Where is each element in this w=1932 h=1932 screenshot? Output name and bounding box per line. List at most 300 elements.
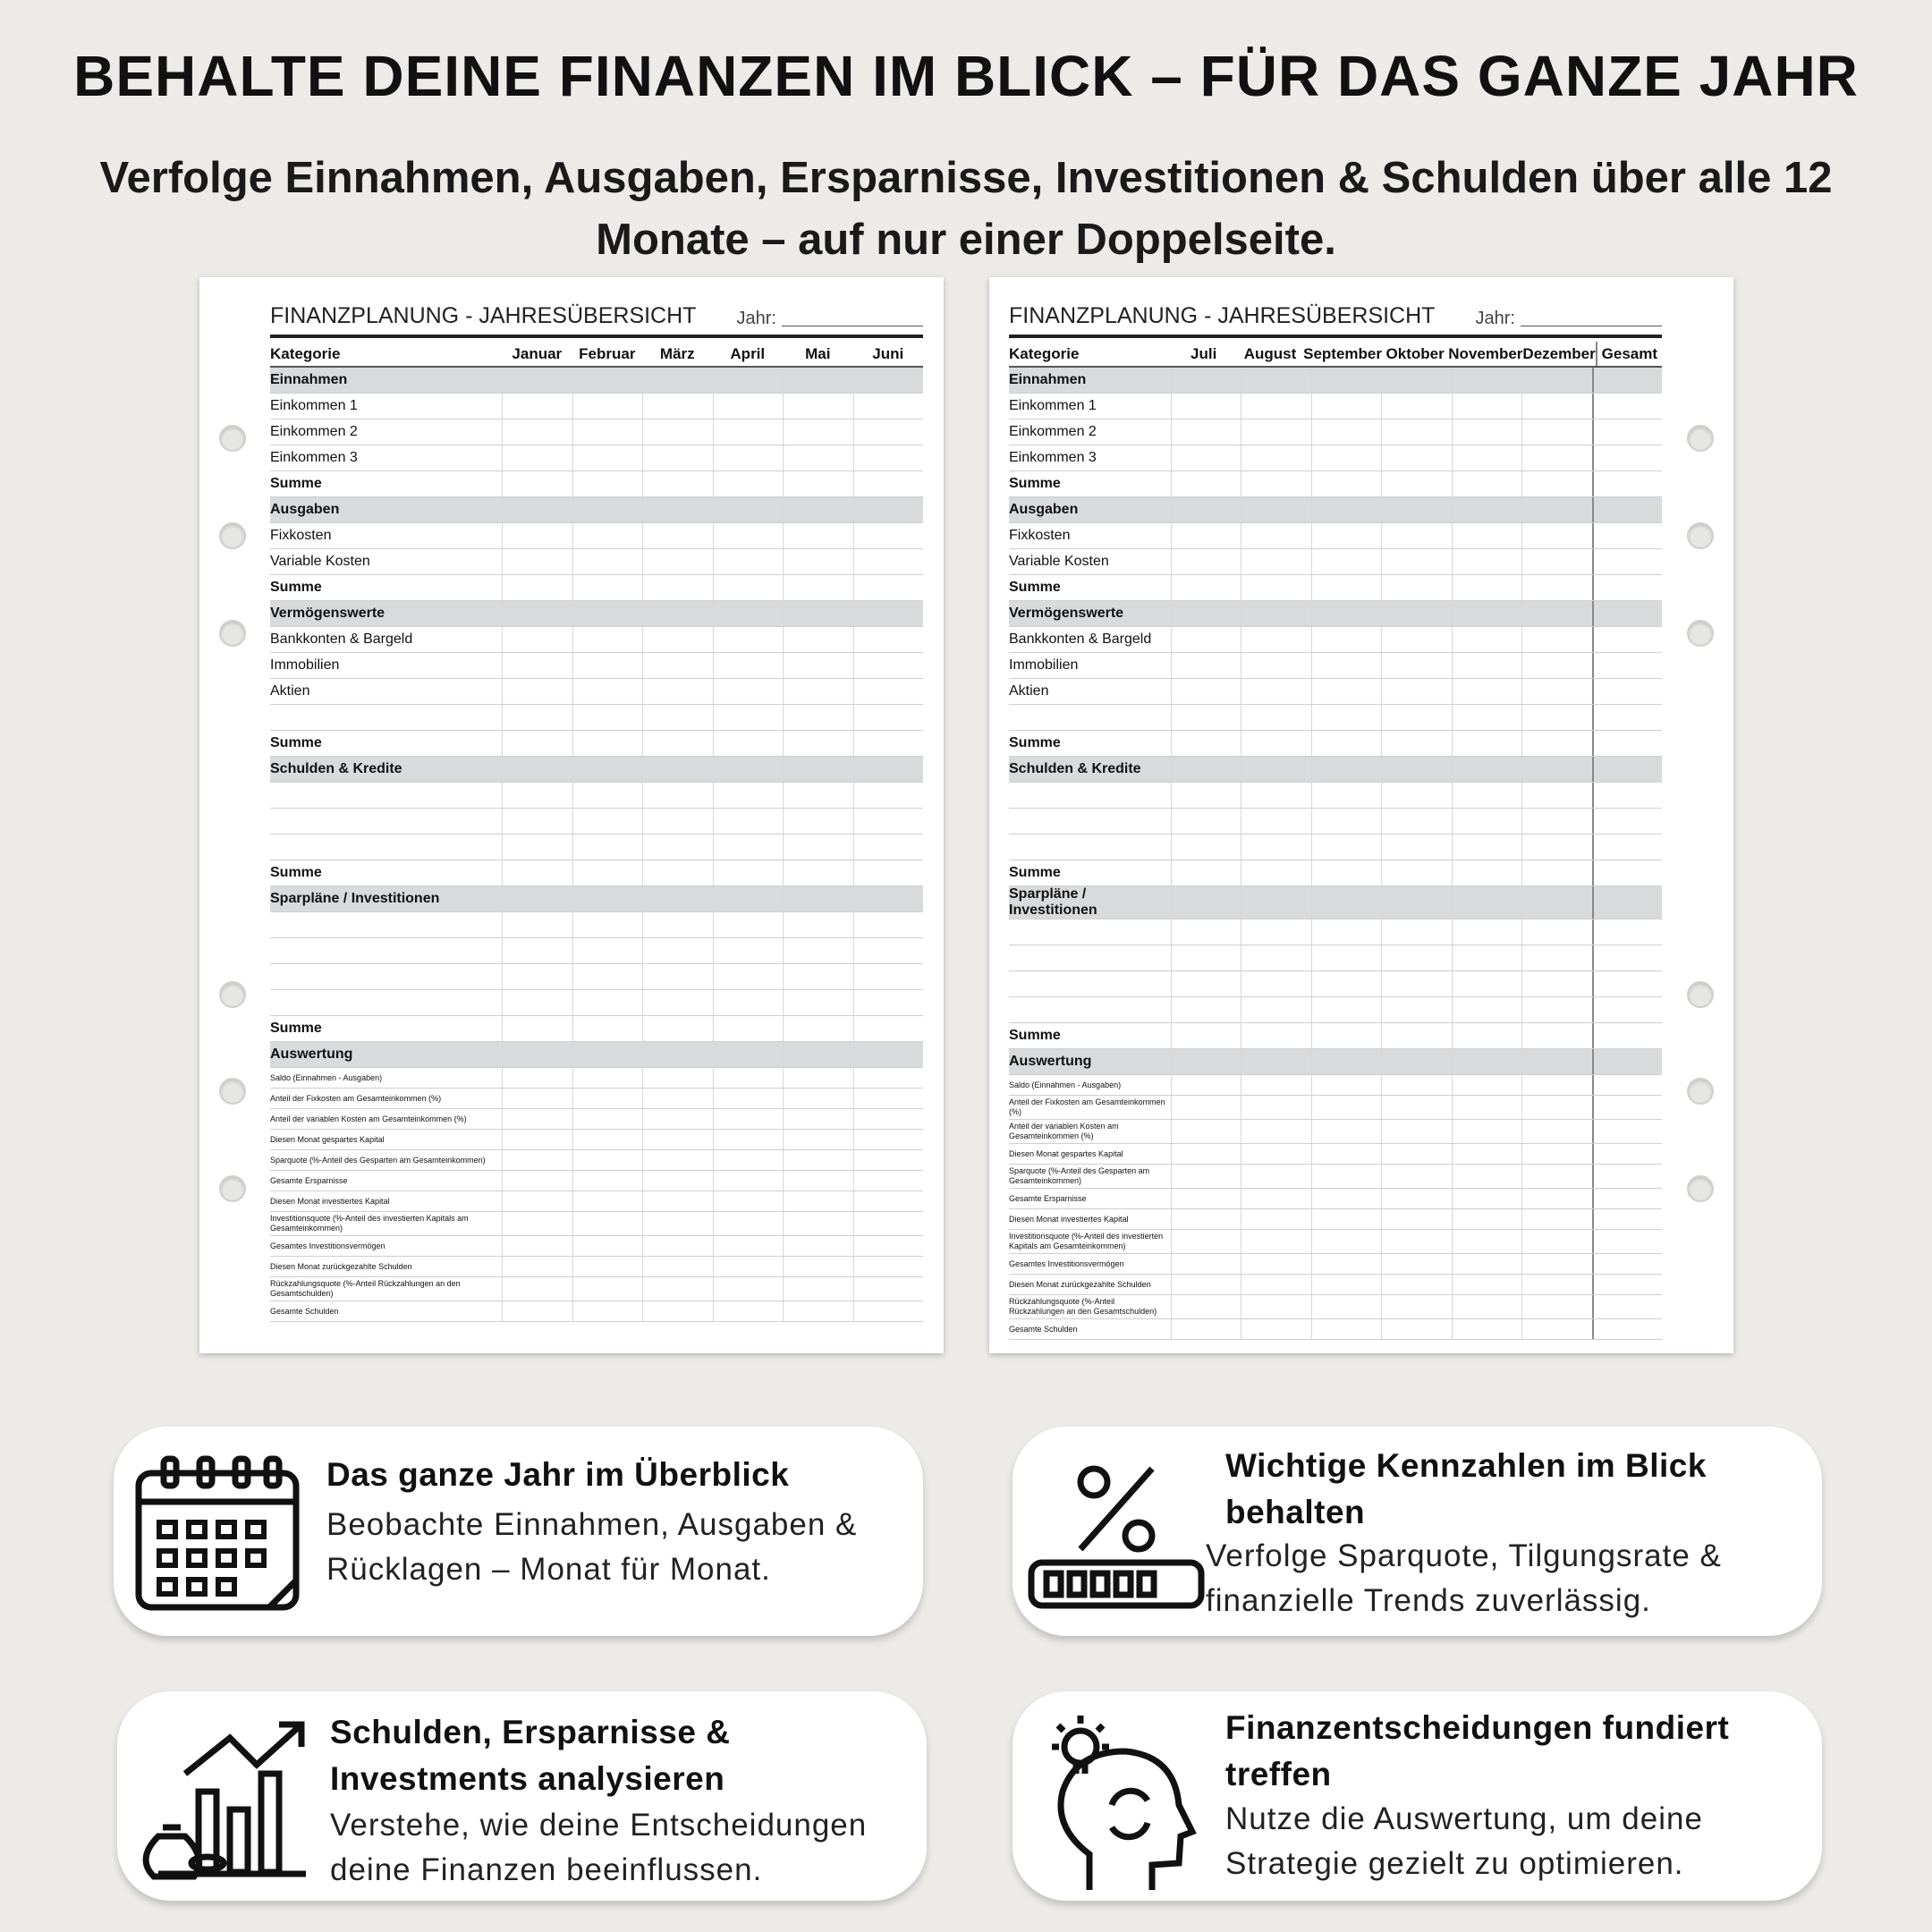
table-cell[interactable] (1311, 1023, 1382, 1048)
table-cell[interactable] (642, 394, 713, 419)
table-cell[interactable] (713, 835, 783, 860)
table-cell[interactable] (853, 860, 924, 886)
table-cell[interactable] (1381, 860, 1452, 886)
table-cell[interactable] (1311, 705, 1382, 730)
table-cell[interactable] (642, 575, 713, 600)
table-cell[interactable] (1171, 653, 1241, 678)
table-cell[interactable] (572, 1277, 642, 1301)
table-cell[interactable] (713, 964, 783, 989)
table-cell[interactable] (713, 783, 783, 808)
table-cell[interactable] (1311, 497, 1382, 522)
table-cell[interactable] (1171, 523, 1241, 548)
table-cell[interactable] (1171, 394, 1241, 419)
table-cell[interactable] (642, 1150, 713, 1170)
table-cell[interactable] (713, 1042, 783, 1067)
table-cell[interactable] (1592, 394, 1662, 419)
table-cell[interactable] (713, 860, 783, 886)
table-cell[interactable] (1311, 445, 1382, 470)
table-cell[interactable] (1241, 886, 1311, 919)
table-cell[interactable] (1452, 809, 1522, 834)
table-cell[interactable] (1241, 653, 1311, 678)
table-cell[interactable] (713, 1257, 783, 1276)
table-cell[interactable] (1592, 886, 1662, 919)
table-cell[interactable] (713, 1191, 783, 1211)
table-cell[interactable] (1521, 1230, 1592, 1253)
table-cell[interactable] (783, 757, 852, 782)
table-cell[interactable] (1241, 971, 1311, 996)
table-cell[interactable] (783, 679, 852, 704)
table-cell[interactable] (502, 835, 572, 860)
table-cell[interactable] (1381, 1075, 1452, 1095)
table-cell[interactable] (1592, 471, 1662, 496)
table-cell[interactable] (713, 1109, 783, 1129)
table-cell[interactable] (1311, 1075, 1382, 1095)
table-cell[interactable] (853, 912, 924, 937)
table-cell[interactable] (1381, 549, 1452, 574)
table-cell[interactable] (1171, 1120, 1241, 1143)
table-cell[interactable] (1171, 783, 1241, 808)
table-cell[interactable] (783, 938, 852, 963)
table-cell[interactable] (1241, 445, 1311, 470)
table-cell[interactable] (1381, 575, 1452, 600)
table-cell[interactable] (642, 912, 713, 937)
table-cell[interactable] (1311, 783, 1382, 808)
table-cell[interactable] (502, 575, 572, 600)
table-cell[interactable] (1592, 757, 1662, 782)
table-cell[interactable] (572, 783, 642, 808)
table-cell[interactable] (572, 860, 642, 886)
table-cell[interactable] (1241, 368, 1311, 393)
table-cell[interactable] (713, 1301, 783, 1321)
table-cell[interactable] (1381, 1275, 1452, 1294)
table-cell[interactable] (642, 368, 713, 393)
table-cell[interactable] (572, 1301, 642, 1321)
table-cell[interactable] (1311, 860, 1382, 886)
table-cell[interactable] (1521, 919, 1592, 945)
table-cell[interactable] (1381, 971, 1452, 996)
table-cell[interactable] (572, 1171, 642, 1191)
table-cell[interactable] (1592, 783, 1662, 808)
table-cell[interactable] (1381, 445, 1452, 470)
table-cell[interactable] (1241, 835, 1311, 860)
table-cell[interactable] (572, 601, 642, 626)
table-cell[interactable] (1241, 731, 1311, 756)
table-cell[interactable] (1452, 627, 1522, 652)
table-cell[interactable] (1521, 575, 1592, 600)
table-cell[interactable] (1381, 394, 1452, 419)
table-cell[interactable] (1381, 1209, 1452, 1229)
table-cell[interactable] (642, 757, 713, 782)
table-cell[interactable] (1452, 523, 1522, 548)
table-cell[interactable] (502, 964, 572, 989)
table-cell[interactable] (1311, 997, 1382, 1022)
table-cell[interactable] (783, 1171, 852, 1191)
table-cell[interactable] (1381, 1120, 1452, 1143)
table-cell[interactable] (642, 471, 713, 496)
table-cell[interactable] (1311, 394, 1382, 419)
table-cell[interactable] (1521, 1120, 1592, 1143)
table-cell[interactable] (642, 938, 713, 963)
table-cell[interactable] (1592, 627, 1662, 652)
table-cell[interactable] (1241, 575, 1311, 600)
table-cell[interactable] (783, 1257, 852, 1276)
table-cell[interactable] (1171, 1023, 1241, 1048)
table-cell[interactable] (572, 1212, 642, 1235)
table-cell[interactable] (1241, 471, 1311, 496)
table-cell[interactable] (642, 549, 713, 574)
table-cell[interactable] (1381, 919, 1452, 945)
table-cell[interactable] (1311, 1120, 1382, 1143)
table-cell[interactable] (572, 705, 642, 730)
table-cell[interactable] (853, 1191, 924, 1211)
table-cell[interactable] (1452, 575, 1522, 600)
table-cell[interactable] (572, 835, 642, 860)
table-cell[interactable] (853, 964, 924, 989)
table-cell[interactable] (713, 575, 783, 600)
table-cell[interactable] (502, 1301, 572, 1321)
table-cell[interactable] (1592, 1209, 1662, 1229)
table-cell[interactable] (1452, 1275, 1522, 1294)
table-cell[interactable] (572, 912, 642, 937)
table-cell[interactable] (1521, 1049, 1592, 1074)
table-cell[interactable] (713, 549, 783, 574)
table-cell[interactable] (502, 549, 572, 574)
table-cell[interactable] (1521, 731, 1592, 756)
table-cell[interactable] (713, 1150, 783, 1170)
table-cell[interactable] (502, 860, 572, 886)
table-cell[interactable] (1311, 1275, 1382, 1294)
table-cell[interactable] (713, 523, 783, 548)
table-cell[interactable] (713, 601, 783, 626)
table-cell[interactable] (502, 912, 572, 937)
table-cell[interactable] (1171, 627, 1241, 652)
table-cell[interactable] (1592, 523, 1662, 548)
table-cell[interactable] (713, 809, 783, 834)
table-cell[interactable] (853, 990, 924, 1015)
table-cell[interactable] (713, 990, 783, 1015)
table-cell[interactable] (1311, 945, 1382, 970)
table-cell[interactable] (1241, 809, 1311, 834)
table-cell[interactable] (1171, 1049, 1241, 1074)
table-cell[interactable] (572, 549, 642, 574)
table-cell[interactable] (1311, 835, 1382, 860)
table-cell[interactable] (1521, 997, 1592, 1022)
table-cell[interactable] (1381, 757, 1452, 782)
table-cell[interactable] (853, 1109, 924, 1129)
table-cell[interactable] (642, 497, 713, 522)
table-cell[interactable] (1381, 1165, 1452, 1188)
table-cell[interactable] (713, 445, 783, 470)
table-cell[interactable] (853, 1150, 924, 1170)
table-cell[interactable] (1241, 1254, 1311, 1274)
table-cell[interactable] (502, 1016, 572, 1041)
table-cell[interactable] (642, 809, 713, 834)
table-cell[interactable] (1311, 1165, 1382, 1188)
table-cell[interactable] (1311, 653, 1382, 678)
table-cell[interactable] (1521, 945, 1592, 970)
table-cell[interactable] (1592, 368, 1662, 393)
table-cell[interactable] (572, 653, 642, 678)
table-cell[interactable] (1381, 731, 1452, 756)
table-cell[interactable] (1311, 1295, 1382, 1318)
table-cell[interactable] (572, 679, 642, 704)
table-cell[interactable] (642, 1236, 713, 1256)
table-cell[interactable] (1241, 1049, 1311, 1074)
table-cell[interactable] (572, 368, 642, 393)
table-cell[interactable] (1241, 1144, 1311, 1164)
table-cell[interactable] (1452, 1209, 1522, 1229)
table-cell[interactable] (502, 809, 572, 834)
table-cell[interactable] (1452, 549, 1522, 574)
table-cell[interactable] (1592, 1120, 1662, 1143)
table-cell[interactable] (1241, 497, 1311, 522)
table-cell[interactable] (1452, 679, 1522, 704)
table-cell[interactable] (572, 1257, 642, 1276)
table-cell[interactable] (1592, 731, 1662, 756)
table-cell[interactable] (713, 679, 783, 704)
table-cell[interactable] (1241, 1075, 1311, 1095)
table-cell[interactable] (642, 1301, 713, 1321)
table-cell[interactable] (1241, 627, 1311, 652)
table-cell[interactable] (1452, 945, 1522, 970)
table-cell[interactable] (713, 368, 783, 393)
table-cell[interactable] (1311, 627, 1382, 652)
table-cell[interactable] (1241, 945, 1311, 970)
table-cell[interactable] (713, 912, 783, 937)
table-cell[interactable] (853, 1171, 924, 1191)
table-cell[interactable] (1381, 835, 1452, 860)
table-cell[interactable] (642, 835, 713, 860)
table-cell[interactable] (783, 1042, 852, 1067)
table-cell[interactable] (1171, 1230, 1241, 1253)
table-cell[interactable] (853, 1236, 924, 1256)
table-cell[interactable] (1452, 471, 1522, 496)
table-cell[interactable] (642, 679, 713, 704)
table-cell[interactable] (1171, 1209, 1241, 1229)
table-cell[interactable] (1171, 1075, 1241, 1095)
table-cell[interactable] (572, 757, 642, 782)
table-cell[interactable] (1171, 601, 1241, 626)
table-cell[interactable] (502, 653, 572, 678)
table-cell[interactable] (1381, 523, 1452, 548)
table-cell[interactable] (853, 1130, 924, 1149)
table-cell[interactable] (713, 1277, 783, 1301)
table-cell[interactable] (502, 1150, 572, 1170)
table-cell[interactable] (1171, 1144, 1241, 1164)
table-cell[interactable] (1241, 549, 1311, 574)
table-cell[interactable] (1171, 1275, 1241, 1294)
table-cell[interactable] (853, 471, 924, 496)
table-cell[interactable] (853, 1277, 924, 1301)
table-cell[interactable] (1521, 757, 1592, 782)
table-cell[interactable] (642, 964, 713, 989)
table-cell[interactable] (642, 1130, 713, 1149)
table-cell[interactable] (1311, 919, 1382, 945)
table-cell[interactable] (1381, 997, 1452, 1022)
table-cell[interactable] (1311, 1189, 1382, 1208)
table-cell[interactable] (783, 1191, 852, 1211)
table-cell[interactable] (1171, 1254, 1241, 1274)
table-cell[interactable] (783, 368, 852, 393)
table-cell[interactable] (1171, 757, 1241, 782)
table-cell[interactable] (1311, 1096, 1382, 1119)
table-cell[interactable] (572, 809, 642, 834)
table-cell[interactable] (713, 1236, 783, 1256)
table-cell[interactable] (713, 1068, 783, 1088)
table-cell[interactable] (1521, 549, 1592, 574)
table-cell[interactable] (1521, 679, 1592, 704)
table-cell[interactable] (1521, 601, 1592, 626)
table-cell[interactable] (783, 1089, 852, 1108)
table-cell[interactable] (642, 445, 713, 470)
table-cell[interactable] (853, 549, 924, 574)
table-cell[interactable] (1521, 653, 1592, 678)
table-cell[interactable] (1521, 835, 1592, 860)
table-cell[interactable] (1171, 731, 1241, 756)
table-cell[interactable] (1241, 757, 1311, 782)
table-cell[interactable] (853, 653, 924, 678)
table-cell[interactable] (502, 1130, 572, 1149)
table-cell[interactable] (1592, 1254, 1662, 1274)
table-cell[interactable] (1171, 1165, 1241, 1188)
table-cell[interactable] (853, 705, 924, 730)
table-cell[interactable] (1171, 549, 1241, 574)
table-cell[interactable] (1592, 1275, 1662, 1294)
table-cell[interactable] (572, 1089, 642, 1108)
table-cell[interactable] (1592, 497, 1662, 522)
table-cell[interactable] (783, 1277, 852, 1301)
table-cell[interactable] (713, 1212, 783, 1235)
table-cell[interactable] (1171, 679, 1241, 704)
table-cell[interactable] (1241, 1023, 1311, 1048)
table-cell[interactable] (783, 886, 852, 911)
table-cell[interactable] (572, 964, 642, 989)
table-cell[interactable] (1521, 1209, 1592, 1229)
table-cell[interactable] (713, 757, 783, 782)
table-cell[interactable] (1521, 1319, 1592, 1339)
table-cell[interactable] (1592, 1023, 1662, 1048)
table-cell[interactable] (572, 497, 642, 522)
table-cell[interactable] (783, 445, 852, 470)
table-cell[interactable] (783, 783, 852, 808)
table-cell[interactable] (783, 1150, 852, 1170)
table-cell[interactable] (1381, 945, 1452, 970)
table-cell[interactable] (1311, 971, 1382, 996)
table-cell[interactable] (783, 627, 852, 652)
table-cell[interactable] (1311, 886, 1382, 919)
table-cell[interactable] (713, 394, 783, 419)
table-cell[interactable] (572, 731, 642, 756)
table-cell[interactable] (642, 886, 713, 911)
table-cell[interactable] (783, 860, 852, 886)
table-cell[interactable] (1452, 1319, 1522, 1339)
table-cell[interactable] (1521, 860, 1592, 886)
table-cell[interactable] (1241, 1319, 1311, 1339)
table-cell[interactable] (1311, 679, 1382, 704)
table-cell[interactable] (853, 886, 924, 911)
table-cell[interactable] (1241, 705, 1311, 730)
table-cell[interactable] (783, 549, 852, 574)
table-cell[interactable] (1521, 368, 1592, 393)
table-cell[interactable] (572, 1236, 642, 1256)
table-cell[interactable] (642, 990, 713, 1015)
table-cell[interactable] (1241, 679, 1311, 704)
table-cell[interactable] (1452, 835, 1522, 860)
table-cell[interactable] (502, 1277, 572, 1301)
table-cell[interactable] (1311, 809, 1382, 834)
table-cell[interactable] (502, 705, 572, 730)
table-cell[interactable] (1521, 783, 1592, 808)
table-cell[interactable] (1521, 1144, 1592, 1164)
table-cell[interactable] (1311, 575, 1382, 600)
table-cell[interactable] (713, 1089, 783, 1108)
table-cell[interactable] (1381, 601, 1452, 626)
table-cell[interactable] (1381, 653, 1452, 678)
table-cell[interactable] (1452, 653, 1522, 678)
table-cell[interactable] (853, 679, 924, 704)
table-cell[interactable] (642, 601, 713, 626)
table-cell[interactable] (853, 757, 924, 782)
table-cell[interactable] (502, 886, 572, 911)
table-cell[interactable] (853, 835, 924, 860)
table-cell[interactable] (1381, 627, 1452, 652)
table-cell[interactable] (1452, 731, 1522, 756)
table-cell[interactable] (783, 471, 852, 496)
table-cell[interactable] (853, 1257, 924, 1276)
table-cell[interactable] (1452, 1075, 1522, 1095)
table-cell[interactable] (1592, 919, 1662, 945)
table-cell[interactable] (502, 731, 572, 756)
table-cell[interactable] (642, 1109, 713, 1129)
table-cell[interactable] (572, 1016, 642, 1041)
table-cell[interactable] (1311, 1254, 1382, 1274)
table-cell[interactable] (783, 835, 852, 860)
table-cell[interactable] (1311, 731, 1382, 756)
table-cell[interactable] (502, 1042, 572, 1067)
table-cell[interactable] (853, 731, 924, 756)
table-cell[interactable] (1592, 705, 1662, 730)
table-cell[interactable] (783, 497, 852, 522)
table-cell[interactable] (642, 705, 713, 730)
table-cell[interactable] (1381, 471, 1452, 496)
table-cell[interactable] (502, 1109, 572, 1129)
table-cell[interactable] (642, 523, 713, 548)
table-cell[interactable] (572, 471, 642, 496)
table-cell[interactable] (1452, 757, 1522, 782)
table-cell[interactable] (1311, 1230, 1382, 1253)
table-cell[interactable] (1171, 471, 1241, 496)
table-cell[interactable] (1452, 919, 1522, 945)
table-cell[interactable] (1521, 471, 1592, 496)
table-cell[interactable] (502, 1171, 572, 1191)
table-cell[interactable] (783, 394, 852, 419)
table-cell[interactable] (642, 1257, 713, 1276)
table-cell[interactable] (853, 497, 924, 522)
table-cell[interactable] (1381, 497, 1452, 522)
table-cell[interactable] (1381, 419, 1452, 445)
table-cell[interactable] (1171, 1189, 1241, 1208)
table-cell[interactable] (853, 601, 924, 626)
table-cell[interactable] (853, 445, 924, 470)
table-cell[interactable] (783, 1130, 852, 1149)
table-cell[interactable] (1521, 1096, 1592, 1119)
table-cell[interactable] (1311, 1144, 1382, 1164)
table-cell[interactable] (1521, 1254, 1592, 1274)
table-cell[interactable] (1452, 1230, 1522, 1253)
table-cell[interactable] (783, 1236, 852, 1256)
table-cell[interactable] (1171, 445, 1241, 470)
table-cell[interactable] (1381, 679, 1452, 704)
